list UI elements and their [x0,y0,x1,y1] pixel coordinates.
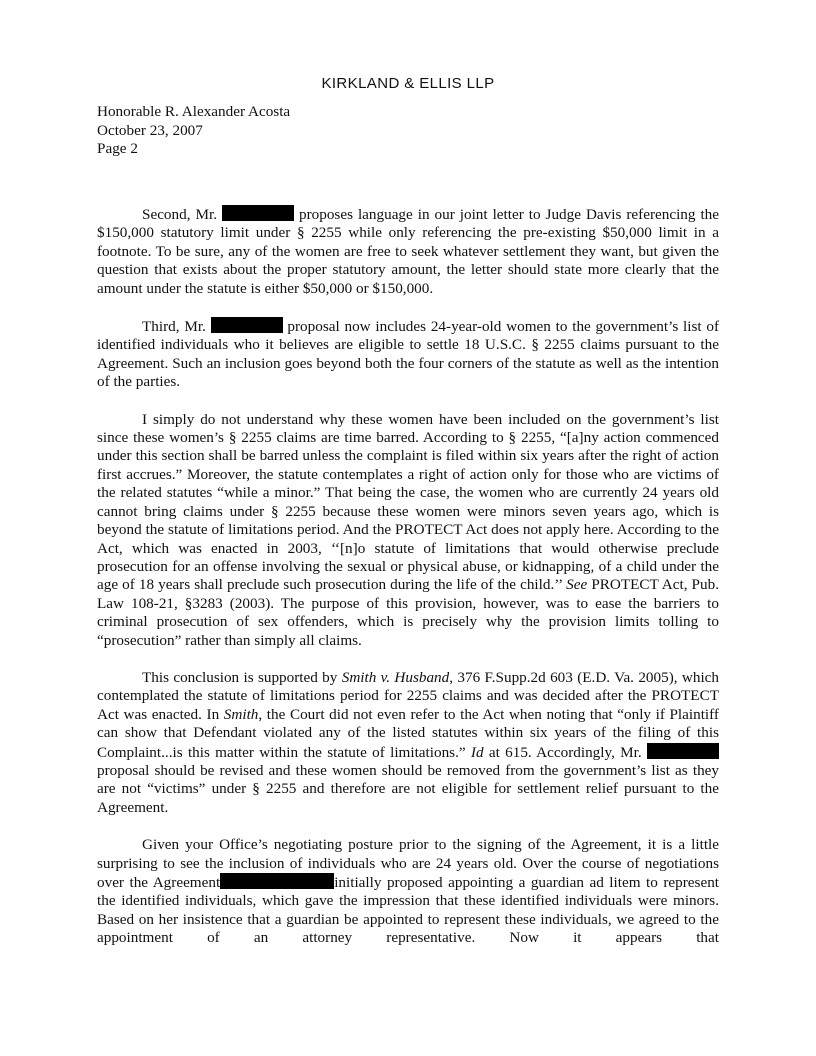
redaction-box [647,743,719,759]
paragraph-second-point [97,205,719,298]
p4-text-b: , 376 F.Supp.2d 603 (E.D. Va. 2005), which contemplated the statute of limitations period for 2255 claims and was decided after the PROTECT Act was enacted. In [97,668,720,723]
p1-lead: Second, Mr. [142,206,218,223]
p4-text-d: at 615. Accordingly, Mr. [483,743,642,761]
paragraph-negotiating-posture [97,836,719,947]
p3-see-signal: See [566,576,588,594]
paragraph-time-barred [97,411,719,650]
p4-case-name: Smith v. Husband [341,668,450,686]
redaction-box [220,873,334,889]
letter-header [97,103,290,159]
p4-text-a: This conclusion is supported by [142,668,342,686]
p3-text-b: PROTECT Act, Pub. Law 108-21, §3283 (2003). The purpose of this provision, however, was to ease the barriers to criminal prosecution of sex offenders, which is precisely why the provision limits tolling to “prosecution” rather than simply all claims. [97,576,719,649]
p3-text-a: I simply do not understand why these women have been included on the government’s list since these women’s § 2255 claims are time barred. According to § 2255, “[a]ny action commenced under this section shall be barred unless the complaint is filed within six years after the right of action first accrues.” Moreover, the statute contemplates a right of action only for those who are victims of the related statutes “while a minor.” That being the case, the women who are currently 24 years old cannot bring claims under § 2255 because these women were minors seven years ago, which is beyond the statute of limitations period. And the PROTECT Act does not apply here. According to the Act, which was enacted in 2003, ‘‘[n]o statute of limitations that would otherwise preclude prosecution for an offense involving the sexual or physical abuse, or kidnapping, of a child under the age of 18 years shall preclude such prosecution during the life of the child.’’ [97,410,719,594]
paragraph-smith-case [97,669,719,817]
letterhead: KIRKLAND & ELLIS LLP [321,75,495,92]
redaction-box [211,317,283,333]
letter-body [97,205,719,967]
p4-text-e: proposal should be revised and these women should be removed from the government’s list as they are not “victims” under § 2255 and therefore are not eligible for settlement relief pursuant to the Agreement. [97,761,719,816]
p2-lead: Third, Mr. [142,318,206,336]
page-number: Page 2 [97,140,138,158]
p4-id-cite: Id [470,743,484,761]
p5-text-a: Given your Office’s negotiating posture prior to the signing of the Agreement, it is a little surprising to see the inclusion of individuals who are 24 years old. Over the course of negotiations over the Agreement [97,836,719,891]
letter-date: October 23, 2007 [97,121,203,139]
p4-smith: Smith [223,705,259,723]
redaction-box [222,205,294,221]
p4-text-c: , the Court did not even refer to the Act when noting that “only if Plaintiff can show that Defendant violated any of the listed statutes within six years of the filing of this Complaint...is this matter within the statute of limitations.” [97,705,719,761]
p1-text: proposes language in our joint letter to Judge Davis referencing the $150,000 statutory limit under § 2255 while only referencing the pre-existing $50,000 limit in a footnote. To be sure, any of the women are free to seek whatever settlement they want, but given the question that exists about the proper statutory amount, the letter should state more clearly that the amount under the statute is either $50,000 or $150,000. [97,206,720,297]
paragraph-third-point [97,317,719,392]
p2-text: proposal now includes 24-year-old women to the government’s list of identified individuals who it believes are eligible to settle 18 U.S.C. § 2255 claims pursuant to the Agreement. Such an inclusion goes beyond both the four corners of the statute as well as the intention of the parties. [97,318,720,391]
p5-text-b: initially proposed appointing a guardian ad litem to represent the identified individuals, which gave the impression that these identified individuals were minors. Based on her insistence that a guardian be appointed to represent these individuals, we agreed to the appointment of an attorney representative. Now it appears that [97,874,720,947]
recipient: Honorable R. Alexander Acosta [97,103,291,120]
